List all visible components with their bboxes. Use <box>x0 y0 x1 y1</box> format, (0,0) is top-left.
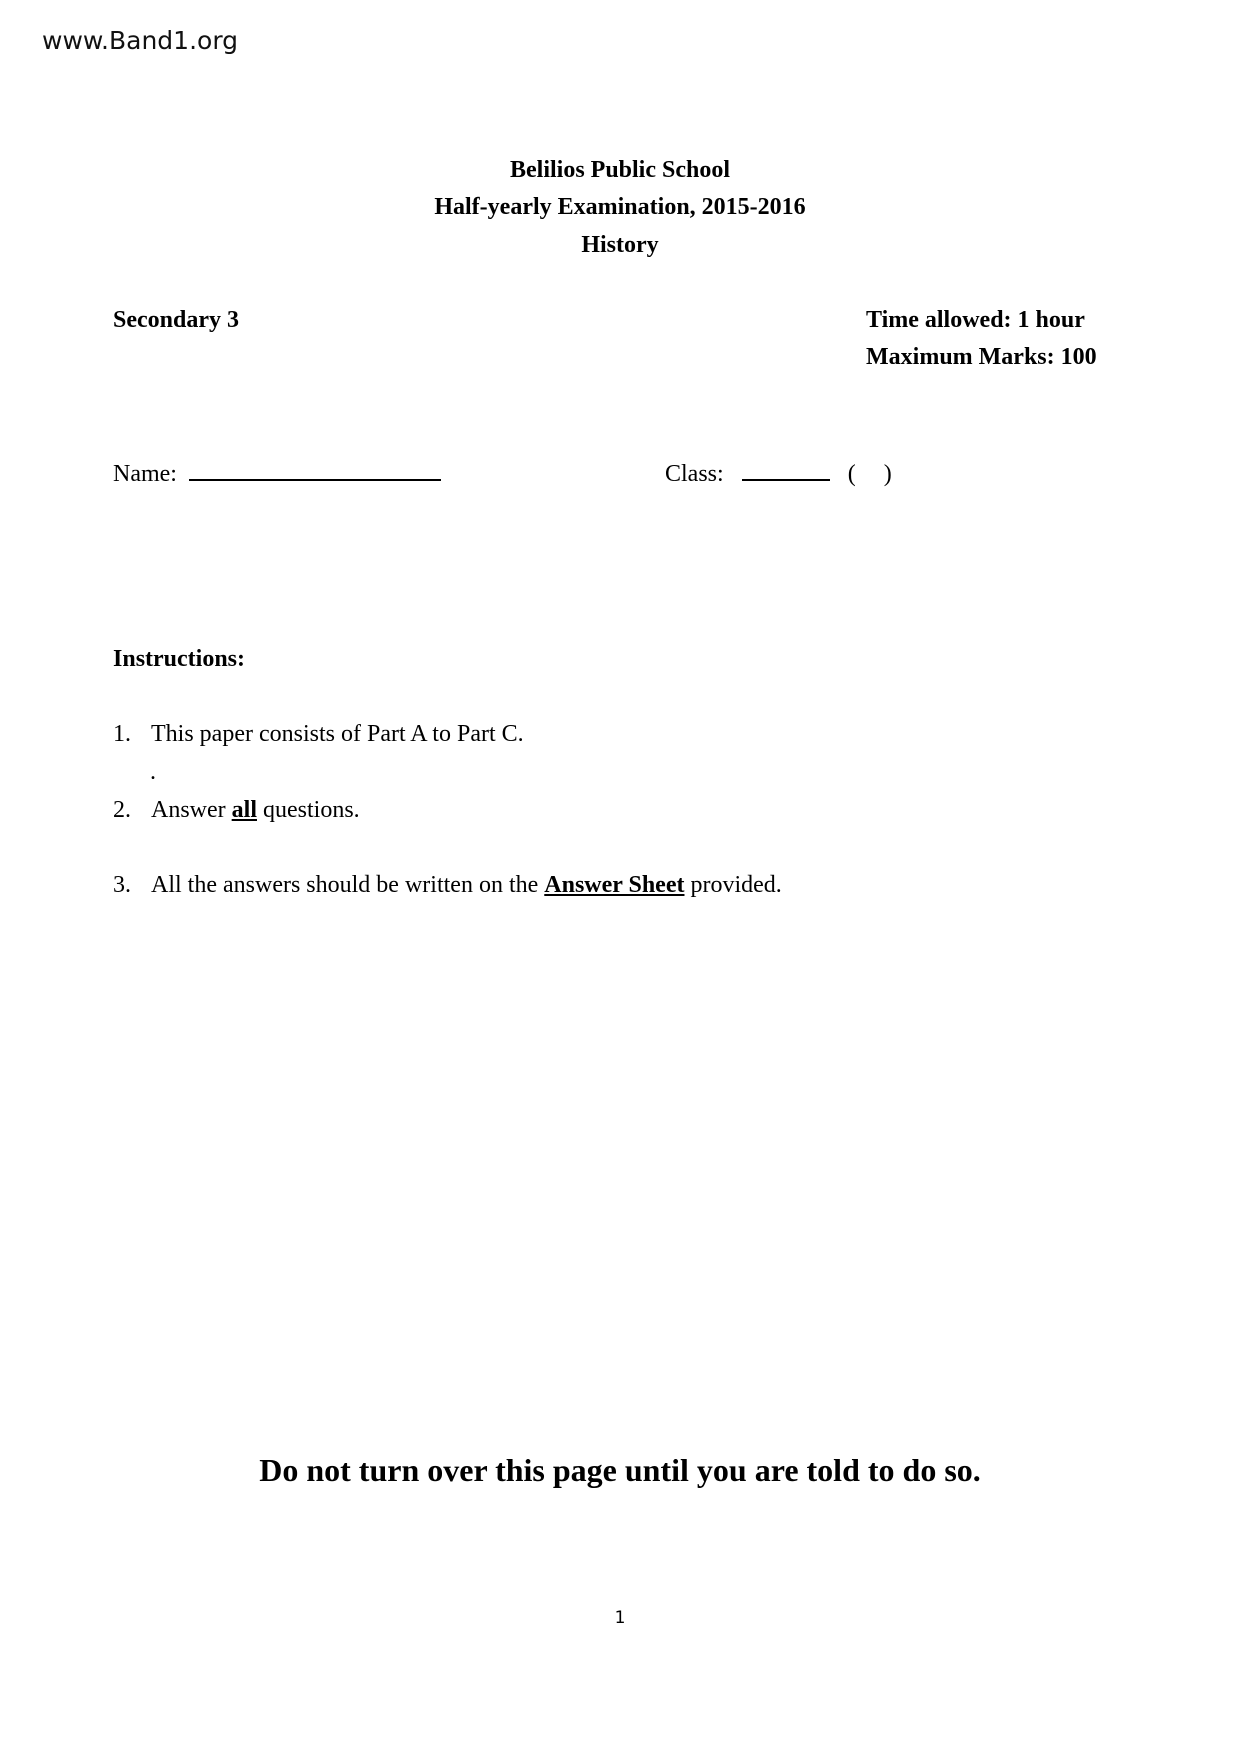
instruction-text-after: questions. <box>257 797 360 823</box>
instruction-item-3 <box>113 870 782 900</box>
name-label: Name: <box>113 461 177 487</box>
name-blank-line <box>189 455 441 481</box>
instructions-title: Instructions: <box>113 646 246 672</box>
instruction-number: 3. <box>113 872 131 898</box>
maximum-marks: Maximum Marks: 100 <box>866 344 1097 370</box>
class-blank-line <box>742 455 830 481</box>
watermark-url: www.Band1.org <box>42 26 239 55</box>
instruction-item-1 <box>113 719 524 749</box>
warning-notice: Do not turn over this page until you are told to do so. <box>259 1452 981 1488</box>
exam-title: Half-yearly Examination, 2015-2016 <box>434 194 806 220</box>
school-name: Belilios Public School <box>509 157 731 183</box>
instruction-number: 1. <box>113 721 131 747</box>
instruction-text-before: All the answers should be written on the <box>151 872 545 898</box>
name-field <box>113 455 441 489</box>
instruction-text-before: Answer <box>151 797 232 823</box>
class-number-open: ( <box>847 461 856 487</box>
time-allowed: Time allowed: 1 hour <box>866 307 1085 333</box>
class-field <box>665 455 892 489</box>
instruction-item-2 <box>113 795 360 825</box>
class-label: Class: <box>665 461 724 487</box>
level-label: Secondary 3 <box>113 307 239 333</box>
class-number-close: ) <box>883 461 892 487</box>
instruction-text: This paper consists of Part A to Part C. <box>151 721 524 747</box>
page-number: 1 <box>614 1608 626 1628</box>
subject-title: History <box>581 232 659 258</box>
instruction-number: 2. <box>113 797 131 823</box>
stray-dot: . <box>150 759 156 785</box>
instruction-emphasis: all <box>231 797 257 823</box>
instruction-text-after: provided. <box>684 872 782 898</box>
instruction-emphasis: Answer Sheet <box>544 872 685 898</box>
